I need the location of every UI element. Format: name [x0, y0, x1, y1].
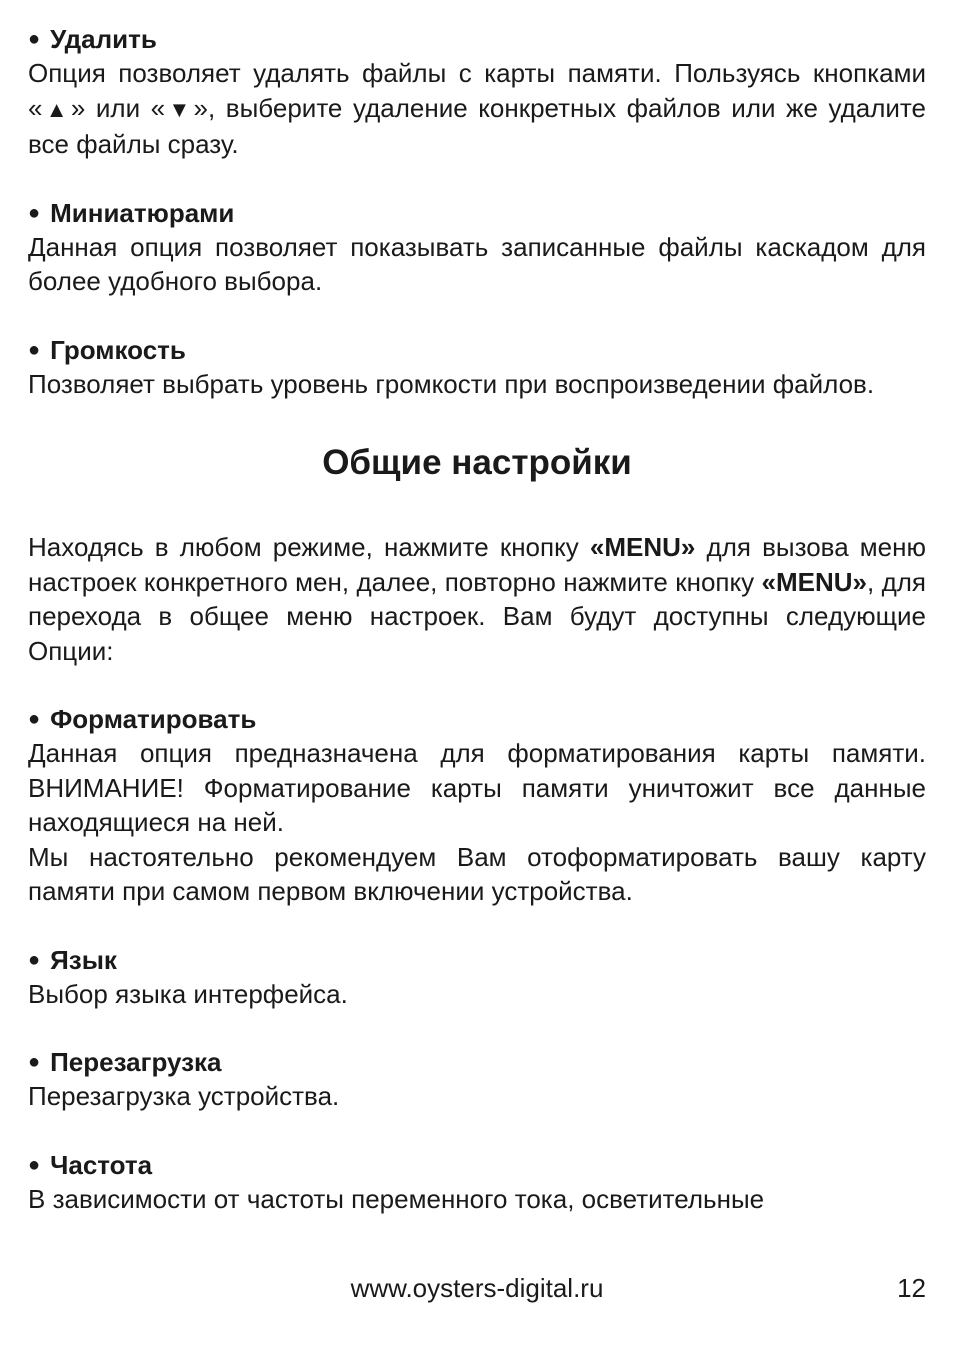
up-arrow-icon: ▲: [42, 96, 71, 122]
down-arrow-icon: ▼: [165, 96, 194, 122]
bullet-icon: ●: [28, 1153, 41, 1176]
text-fragment: », выберите удаление конкретных файлов или же удалите все файлы сразу.: [28, 92, 926, 159]
paragraph-format-warning: Данная опция предназначена для форматирования карты памяти. ВНИМАНИЕ! Форматирование карты памяти уничтожит все данные находящиеся на ней.: [28, 738, 926, 837]
paragraph-language: Выбор языка интерфейса.: [28, 978, 348, 1009]
section-heading: [28, 1148, 926, 1182]
section-heading: [28, 943, 926, 977]
text-fragment: Находясь в любом режиме, нажмите кнопку: [28, 532, 590, 562]
paragraph-format-advice: Мы настоятельно рекомендуем Вам отоформатировать вашу карту памяти при самом первом включении устройства.: [28, 841, 926, 906]
heading-thumbnails: Миниатюрами: [50, 197, 235, 228]
page-footer: [28, 1268, 926, 1308]
section-heading: [28, 22, 926, 56]
heading-frequency: Частота: [50, 1149, 153, 1180]
paragraph-volume: Позволяет выбрать уровень громкости при воспроизведении файлов.: [28, 368, 875, 399]
page-title: Общие настройки: [322, 443, 632, 482]
document-page: [28, 22, 926, 1216]
paragraph-thumbnails: Данная опция позволяет показывать записанные файлы каскадом для более удобного выбора.: [28, 231, 926, 296]
paragraph-reboot: Перезагрузка устройства.: [28, 1081, 340, 1111]
text-fragment: Опция позволяет удалять файлы с карты памяти. Пользуясь кнопками «: [28, 58, 926, 123]
section-language: [28, 943, 926, 1012]
heading-format: Форматировать: [50, 704, 257, 734]
heading-delete: Удалить: [50, 24, 157, 54]
text-fragment: , для перехода в общее меню настроек. Вам будут доступны следующие Опции:: [28, 566, 927, 666]
text-fragment: » или «: [70, 92, 166, 123]
bullet-icon: ●: [28, 28, 41, 50]
bullet-icon: ●: [28, 1051, 41, 1073]
website-link[interactable]: www.oysters-digital.ru: [350, 1273, 604, 1303]
paragraph-delete: [28, 56, 926, 162]
section-frequency: [28, 1148, 926, 1217]
section-heading: [28, 333, 926, 367]
section-heading: [28, 1045, 926, 1079]
section-reboot: [28, 1045, 926, 1114]
section-heading: [28, 196, 926, 230]
page-number: 12: [897, 1273, 926, 1303]
section-volume: [28, 333, 926, 402]
section-delete: [28, 22, 926, 162]
menu-key-label: «MENU»: [761, 566, 868, 597]
bullet-icon: ●: [28, 948, 41, 971]
section-thumbnails: [28, 196, 926, 299]
menu-key-label: «MENU»: [589, 532, 696, 562]
bullet-icon: ●: [28, 201, 41, 224]
section-heading: [28, 702, 926, 736]
paragraph-frequency: В зависимости от частоты переменного тока, осветительные: [28, 1183, 765, 1214]
paragraph-intro: [28, 530, 926, 668]
heading-volume: Громкость: [50, 334, 186, 365]
text-fragment: для вызова меню настроек конкретного мен, далее, повторно нажмите кнопку: [28, 532, 926, 597]
bullet-icon: ●: [28, 338, 41, 361]
section-format: [28, 702, 926, 909]
heading-reboot: Перезагрузка: [50, 1047, 222, 1077]
heading-language: Язык: [50, 944, 117, 975]
bullet-icon: ●: [28, 708, 41, 730]
